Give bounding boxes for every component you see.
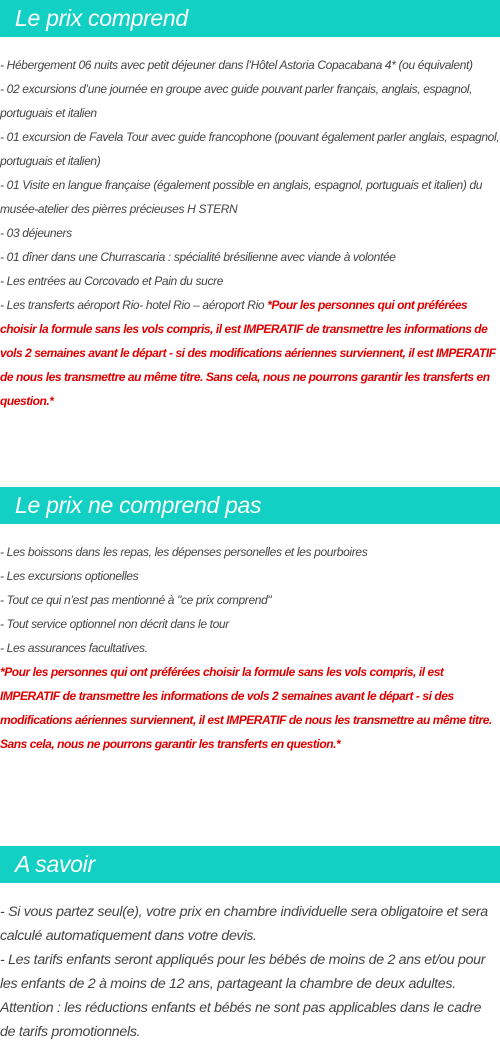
list-item: - 02 excursions d’une journée en groupe avec guide pouvant parler français, anglais, espagnol, portuguais et italien — [0, 82, 473, 120]
transfers-item-text: - Les transferts aéroport Rio- hotel Rio – aéroport Rio — [0, 298, 268, 312]
list-item: - Hébergement 06 nuits avec petit déjeuner dans l’Hôtel Astoria Copacabana 4* (ou équivalent) — [0, 58, 473, 72]
transfers-warning: *Pour les personnes qui ont préférées choisir la formule sans les vols compris, il est IMPERATIF de transmettre les informations de vols 2 semaines avant le départ - si des modifications aériennes surviennent, il est IMPERATIF de nous les transmettre au même titre. Sans cela, nous ne pourrons garantir les transferts en question.* — [0, 298, 496, 408]
list-item: - Les assurances facultatives. — [0, 641, 148, 655]
list-item: - Les boissons dans les repas, les dépenses personelles et les pourboires — [0, 545, 368, 559]
a-savoir-list — [0, 900, 500, 1044]
list-item: - Les tarifs enfants seront appliqués pour les bébés de moins de 2 ans et/ou pour les enfants de 2 à moins de 12 ans, partageant la chambre de deux adultes. — [0, 952, 486, 992]
section-header-prix-comprend: Le prix comprend — [0, 0, 500, 37]
list-item: - 01 dîner dans une Churrascaria : spécialité brésilienne avec viande à volontée — [0, 250, 396, 264]
list-item: - Si vous partez seul(e), votre prix en chambre individuelle sera obligatoire et sera calculé automatiquement dans votre devis. — [0, 904, 488, 944]
list-item: Attention : les réductions enfants et bébés ne sont pas applicables dans le cadre de tarifs promotionnels. — [0, 1000, 482, 1040]
prix-comprend-list — [0, 53, 500, 413]
list-item: - Tout ce qui n’est pas mentionné à "ce prix comprend" — [0, 593, 272, 607]
list-item: - Les excursions optionelles — [0, 569, 139, 583]
section-header-prix-ne-comprend-pas: Le prix ne comprend pas — [0, 487, 500, 524]
list-item: - 01 Visite en langue française (également possible en anglais, espagnol, portuguais et italien) du musée-atelier des pièrres précieuses H STERN — [0, 178, 483, 216]
list-item — [0, 293, 500, 413]
list-item: - 01 excursion de Favela Tour avec guide francophone (pouvant également parler anglais, espagnol, portuguais et italien) — [0, 130, 500, 168]
flights-warning: *Pour les personnes qui ont préférées choisir la formule sans les vols compris, il est IMPERATIF de transmettre les informations de vols 2 semaines avant le départ - si des modifications aériennes surviennent, il est IMPERATIF de nous les transmettre au même titre. Sans cela, nous ne pourrons garantir les transferts en question.* — [0, 665, 492, 751]
list-item: - 03 déjeuners — [0, 226, 72, 240]
list-item: - Tout service optionnel non décrit dans le tour — [0, 617, 229, 631]
list-item: - Les entrées au Corcovado et Pain du sucre — [0, 274, 224, 288]
prix-ne-comprend-pas-list — [0, 540, 500, 756]
section-header-a-savoir: A savoir — [0, 846, 500, 883]
